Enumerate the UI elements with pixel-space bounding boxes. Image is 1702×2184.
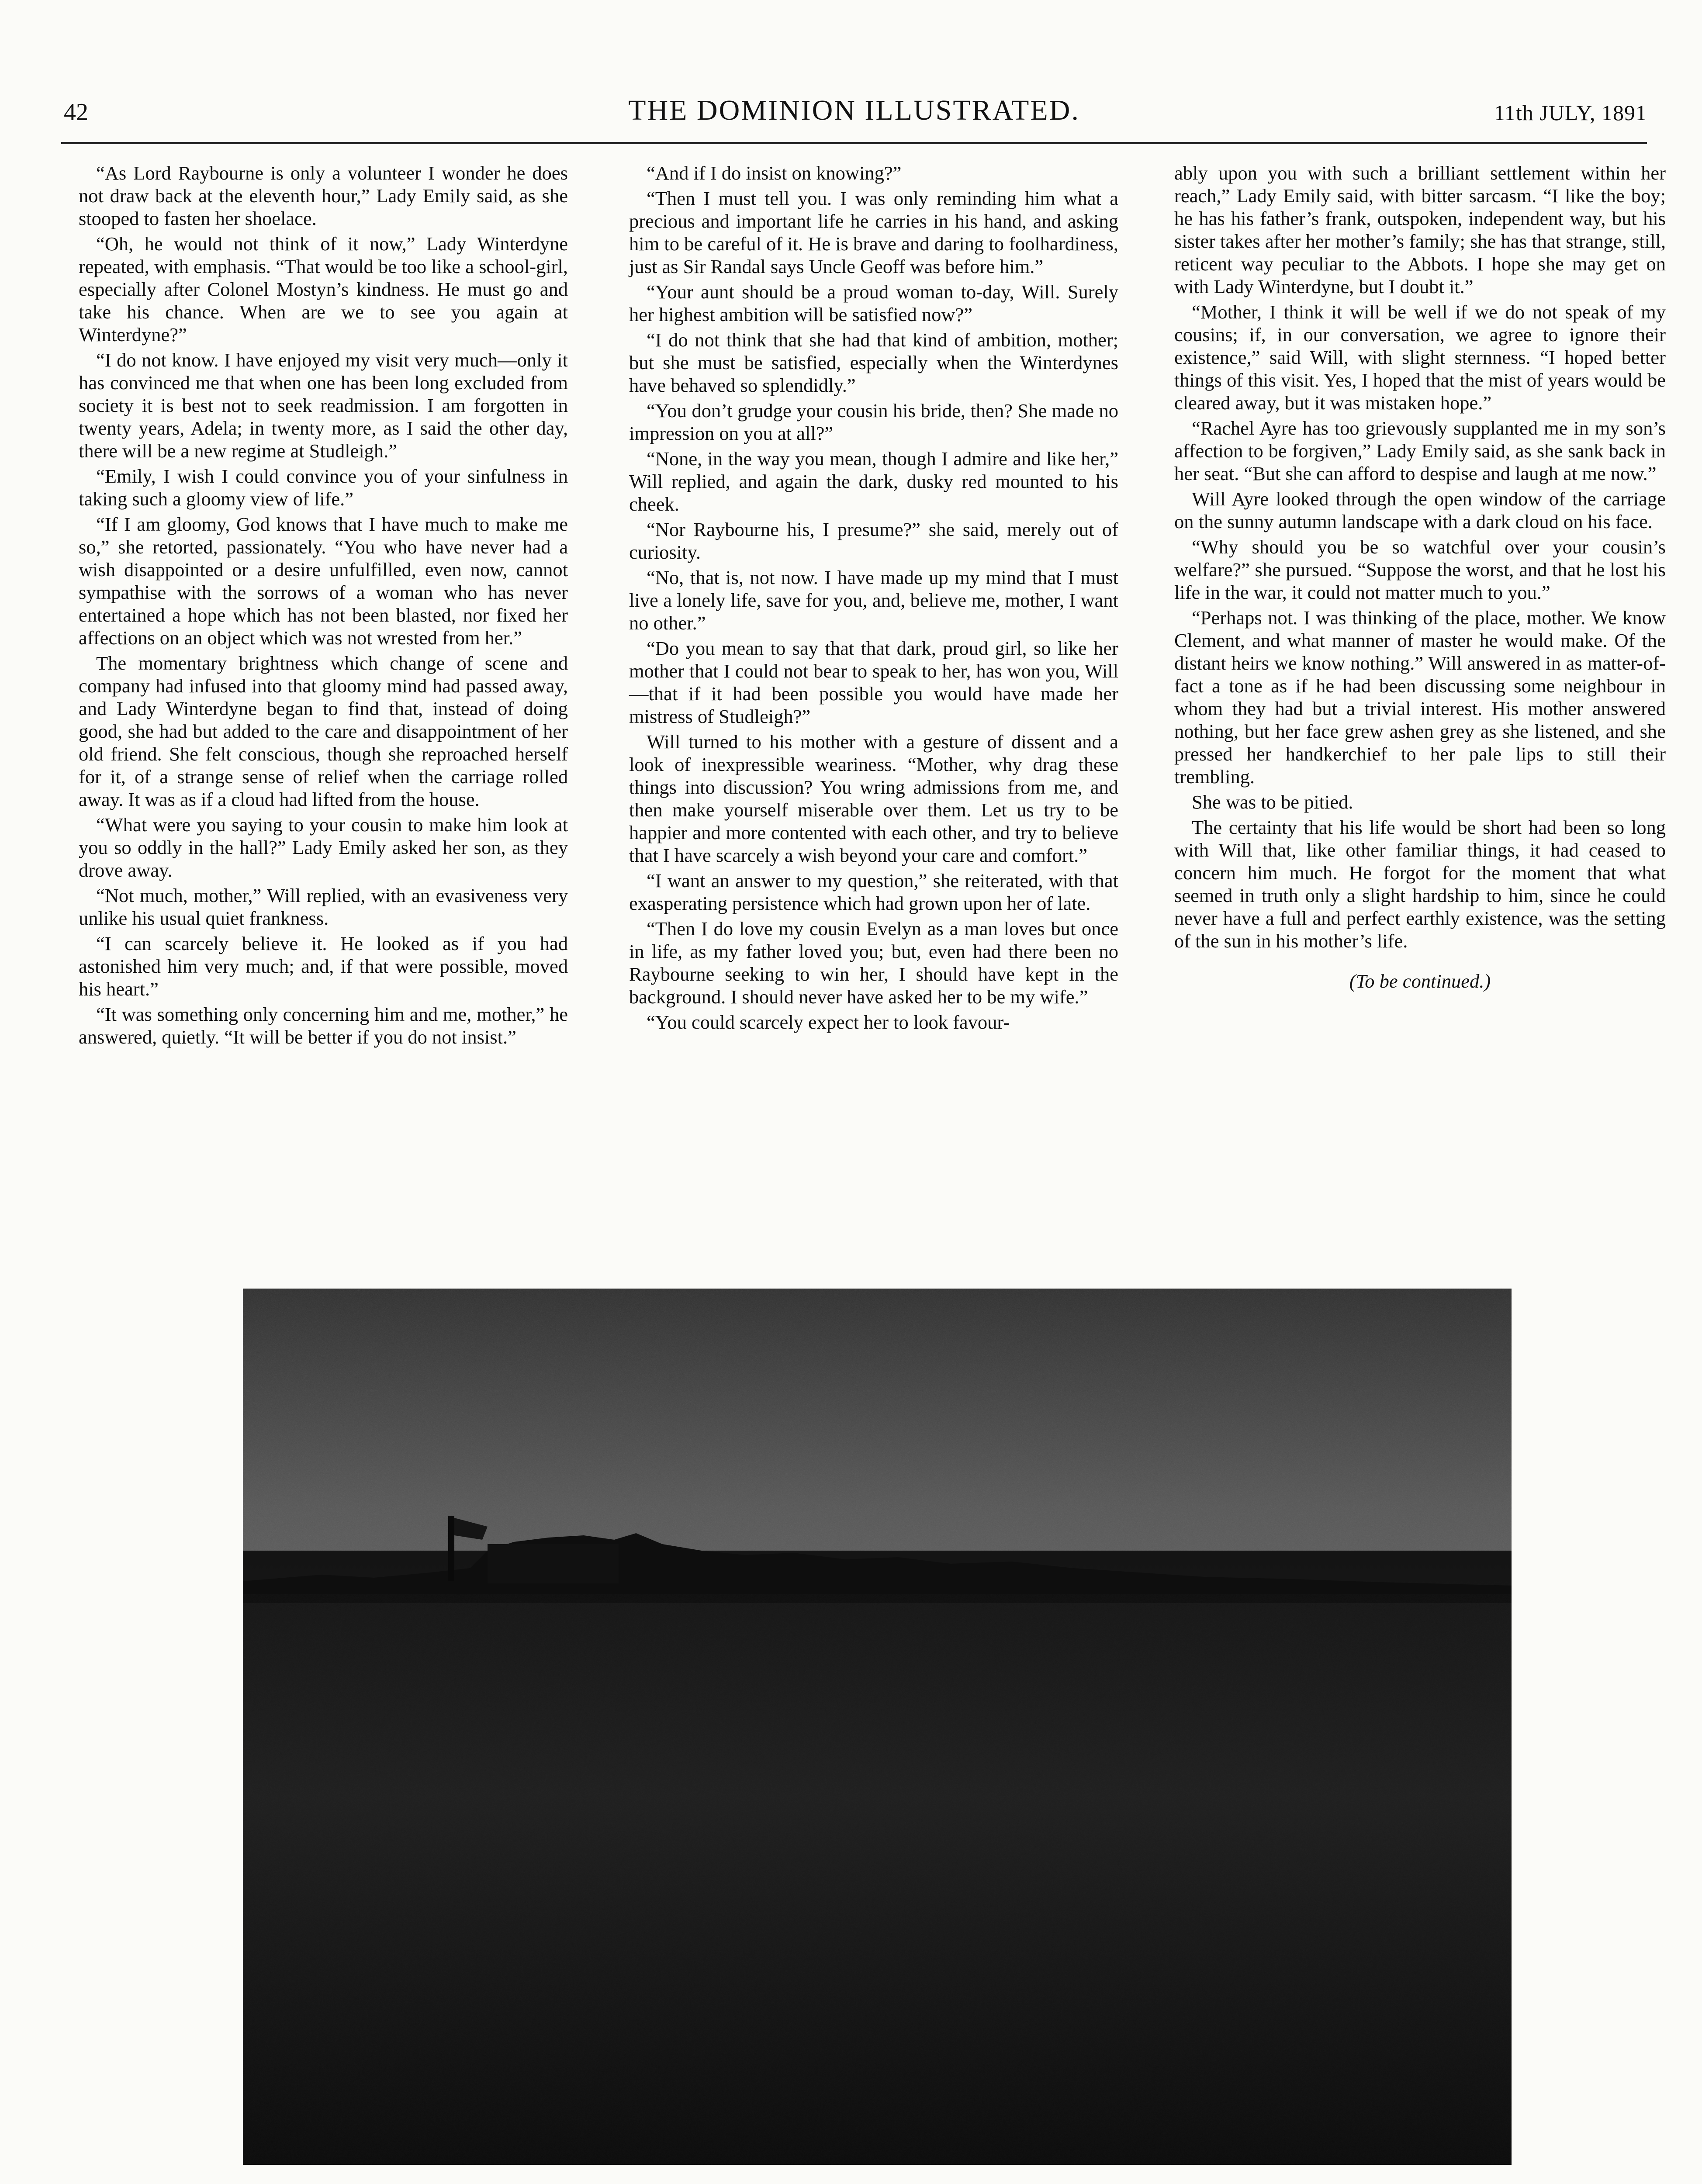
- page-number: 42: [64, 99, 88, 126]
- paragraph: “I can scarcely believe it. He looked as if you had astonished him very much; and, if that were possible, moved his heart.”: [79, 933, 568, 1000]
- paragraph: “As Lord Raybourne is only a volunteer I wonder he does not draw back at the eleventh hour,” Lady Emily said, as she stooped to fasten her shoelace.: [79, 162, 568, 229]
- paragraph: The momentary brightness which change of scene and company had infused into that gloomy mind had passed away, and Lady Winterdyne began to find that, instead of doing good, she had but added to the care and disappointment of her old friend. She felt conscious, though she reproached herself for it, of a strange sense of relief when the carriage rolled away. It was as if a cloud had lifted from the house.: [79, 652, 568, 810]
- paragraph: “Emily, I wish I could convince you of your sinfulness in taking such a gloomy view of life.”: [79, 465, 568, 510]
- paragraph: “Rachel Ayre has too grievously supplanted me in my son’s affection to be forgiven,” Lady Emily said, as she sank back in her seat. “But she can afford to despise and laugh at me now.”: [1174, 417, 1666, 484]
- paragraph: ably upon you with such a brilliant settlement within her reach,” Lady Emily said, with bitter sarcasm. “I like the boy; he has his father’s frank, outspoken, independent way, but his sister takes after her mother’s family; she has that strange, still, reticent way peculiar to the Abbots. I hope she may get on with Lady Winterdyne, but I doubt it.”: [1174, 162, 1666, 297]
- masthead-title: THE DOMINION ILLUSTRATED.: [628, 94, 1080, 126]
- paragraph: “I do not know. I have enjoyed my visit very much—only it has convinced me that when one has been long excluded from society it is best not to seek readmission. I am forgotten in twenty years, Adela; in twenty more, as I said the other day, there will be a new regime at Studleigh.”: [79, 349, 568, 462]
- paragraph: “I do not think that she had that kind of ambition, mother; but she must be satisfied, especially when the Winterdynes have behaved so splendidly.”: [629, 329, 1118, 396]
- header-rule: [61, 142, 1647, 144]
- whaleback-boat-photo: [243, 1289, 1512, 2165]
- paragraph: “Do you mean to say that that dark, proud girl, so like her mother that I could not bear to speak to her, has won you, Will—that if it had been possible you would have made her mistress of Studleigh?”: [629, 637, 1118, 727]
- paragraph: “If I am gloomy, God knows that I have much to make me so,” she retorted, passionately. “You who have never had a wish disappointed or a desire unfulfilled, even now, cannot sympathise with the sorrows of a woman who has never entertained a hope which has not been blasted, nor fixed her affections on an object which was not wrested from her.”: [79, 513, 568, 649]
- text-column-2: [629, 162, 1118, 1036]
- paragraph: “I want an answer to my question,” she reiterated, with that exasperating persistence which had grown upon her of late.: [629, 870, 1118, 914]
- paragraph: Will turned to his mother with a gesture of dissent and a look of inexpressible weariness. “Mother, why drag these things into discussion? You wring admissions from me, and then make yourself miserable over them. Let us try to be happier and more contented with each other, and try to believe that I have scarcely a wish beyond your care and comfort.”: [629, 731, 1118, 866]
- text-column-3: [1174, 162, 1666, 995]
- paragraph: “Not much, mother,” Will replied, with an evasiveness very unlike his usual quiet frankness.: [79, 885, 568, 929]
- halftone-photograph: [243, 1289, 1512, 2184]
- issue-date: 11th JULY, 1891: [1494, 100, 1647, 125]
- paragraph: “No, that is, not now. I have made up my mind that I must live a lonely life, save for you, and, believe me, mother, I want no other.”: [629, 567, 1118, 634]
- paragraph: “It was something only concerning him and me, mother,” he answered, quietly. “It will be better if you do not insist.”: [79, 1003, 568, 1048]
- to-be-continued: (To be continued.): [1349, 970, 1491, 992]
- paragraph: “None, in the way you mean, though I admire and like her,” Will replied, and again the dark, dusky red mounted to his cheek.: [629, 448, 1118, 515]
- page-header: [61, 94, 1647, 142]
- paragraph: “Mother, I think it will be well if we do not speak of my cousins; if, in our conversation, we agree to ignore their existence,” said Will, with slight sternness. “I hoped better things of this visit. Yes, I hoped that the mist of years would be cleared away, but it was mistaken hope.”: [1174, 301, 1666, 414]
- paragraph: “Nor Raybourne his, I presume?” she said, merely out of curiosity.: [629, 518, 1118, 563]
- text-column-1: [79, 162, 568, 1051]
- paragraph: “And if I do insist on knowing?”: [647, 162, 902, 184]
- paragraph: “Your aunt should be a proud woman to-day, Will. Surely her highest ambition will be satisfied now?”: [629, 281, 1118, 325]
- paragraph: “Oh, he would not think of it now,” Lady Winterdyne repeated, with emphasis. “That would be too like a school-girl, especially after Colonel Mostyn’s kindness. He must go and take his chance. When are we to see you again at Winterdyne?”: [79, 233, 568, 346]
- paragraph: “Why should you be so watchful over your cousin’s welfare?” she pursued. “Suppose the worst, and that he lost his life in the war, it could not matter much to you.”: [1174, 536, 1666, 603]
- paragraph: “Then I must tell you. I was only reminding him what a precious and important life he carries in his hand, and asking him to be careful of it. He is brave and daring to foolhardiness, just as Sir Randal says Uncle Geoff was before him.”: [629, 187, 1118, 277]
- paragraph: “You could scarcely expect her to look favour-: [647, 1011, 1010, 1033]
- paragraph: Will Ayre looked through the open window of the carriage on the sunny autumn landscape with a dark cloud on his face.: [1174, 488, 1666, 532]
- paragraph: The certainty that his life would be short had been so long with Will that, like other familiar things, it had ceased to concern him much. He forgot for the moment that what seemed in truth only a slight hardship to him, since he could never have a full and perfect earthly existence, was the setting of the sun in his mother’s life.: [1174, 816, 1666, 952]
- paragraph: “What were you saying to your cousin to make him look at you so oddly in the hall?” Lady Emily asked her son, as they drove away.: [79, 814, 568, 881]
- paragraph: “You don’t grudge your cousin his bride, then? She made no impression on you at all?”: [629, 400, 1118, 444]
- paragraph: “Perhaps not. I was thinking of the place, mother. We know Clement, and what manner of master he would make. Of the distant heirs we know nothing.” Will answered in as matter-of-fact a tone as if he had been discussing some neighbour in whom they had but a trivial interest. His mother answered nothing, but her face grew ashen grey as she listened, and she pressed her handkerchief to her pale lips to still their trembling.: [1174, 607, 1666, 788]
- paragraph: She was to be pitied.: [1192, 791, 1353, 813]
- paragraph: “Then I do love my cousin Evelyn as a man loves but once in life, as my father loved you; but, even had there been no Raybourne seeking to win her, I should have kept in the background. I should never have asked her to be my wife.”: [629, 918, 1118, 1008]
